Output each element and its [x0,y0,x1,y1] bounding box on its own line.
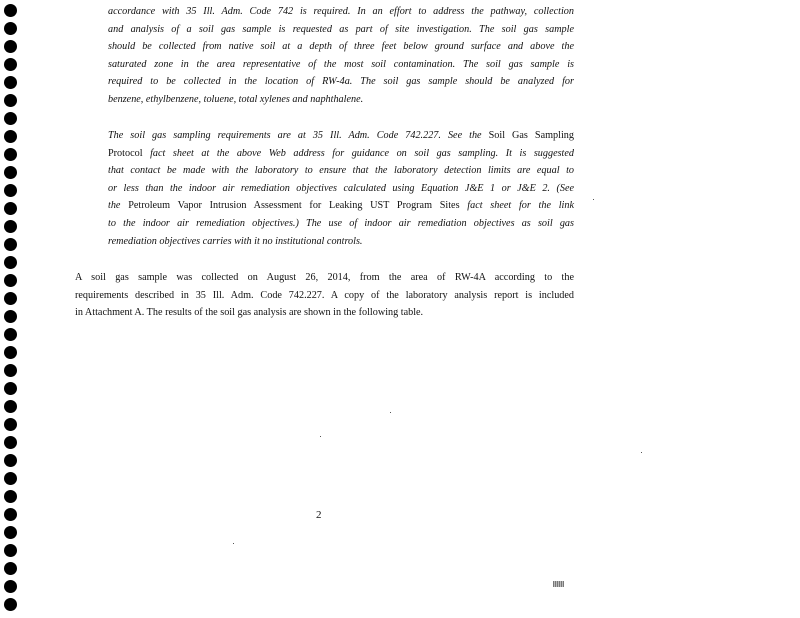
text-line: to the indoor air remediation objectives.) The use of indoor air remediation objectives as soil gas [108,217,574,229]
text-line [108,127,574,145]
scan-speck [320,436,321,437]
fact-sheet-title: Petroleum Vapor Intrusion Assessment for Leaking UST Program Sites [128,200,460,212]
page-number: 2 [316,509,322,521]
text-span: fact sheet at the above Web address for guidance on soil gas sampling. It is suggested [150,147,574,159]
text-line: should be collected from native soil at a depth of three feet below ground surface and above the [108,41,574,53]
text-span: The soil gas sampling requirements are at 35 Ill. Adm. Code 742.227. See the [108,130,482,141]
text-line: remediation objectives carries with it no institutional controls. [108,235,363,247]
scan-speck [390,412,391,413]
text-line: benzene, ethylbenzene, toluene, total xylenes and naphthalene. [108,93,364,105]
text-line: saturated zone in the area representative of the most soil contamination. The soil gas sample is [108,58,574,70]
text-line [108,145,574,163]
text-line: that contact be made with the laboratory to ensure that the laboratory detection limits are equal to [108,165,574,177]
paragraph-sample-collected [75,269,574,322]
text-line: in Attachment A. The results of the soil gas analysis are shown in the following table. [75,307,424,319]
paragraph-sampling-requirements [108,127,574,250]
text-line: or less than the indoor air remediation objectives calculated using Equation J&E 1 or J&E 2. (See [108,182,574,194]
text-line: accordance with 35 Ill. Adm. Code 742 is required. In an effort to address the pathway, collection [108,6,574,17]
text-line: and analysis of a soil gas sample is requested as part of site investigation. The soil gas sample [108,23,574,35]
text-span: the [108,200,121,212]
text-line [108,197,574,215]
fact-sheet-title: Protocol [108,147,143,159]
text-line: A soil gas sample was collected on August 26, 2014, from the area of RW-4A according to the [75,272,574,283]
scan-mark [553,581,564,587]
text-line: requirements described in 35 Ill. Adm. Code 742.227. A copy of the laboratory analysis report is included [75,289,574,301]
text-span: fact sheet for the link [467,200,574,212]
scan-speck [233,543,234,544]
scan-speck [593,199,594,200]
scan-speck [641,452,642,453]
paragraph-soil-gas-requirement [108,3,574,109]
fact-sheet-title: Soil Gas Sampling [488,130,574,141]
text-line: required to be collected in the location of RW-4a. The soil gas sample should be analyzed for [108,76,574,88]
